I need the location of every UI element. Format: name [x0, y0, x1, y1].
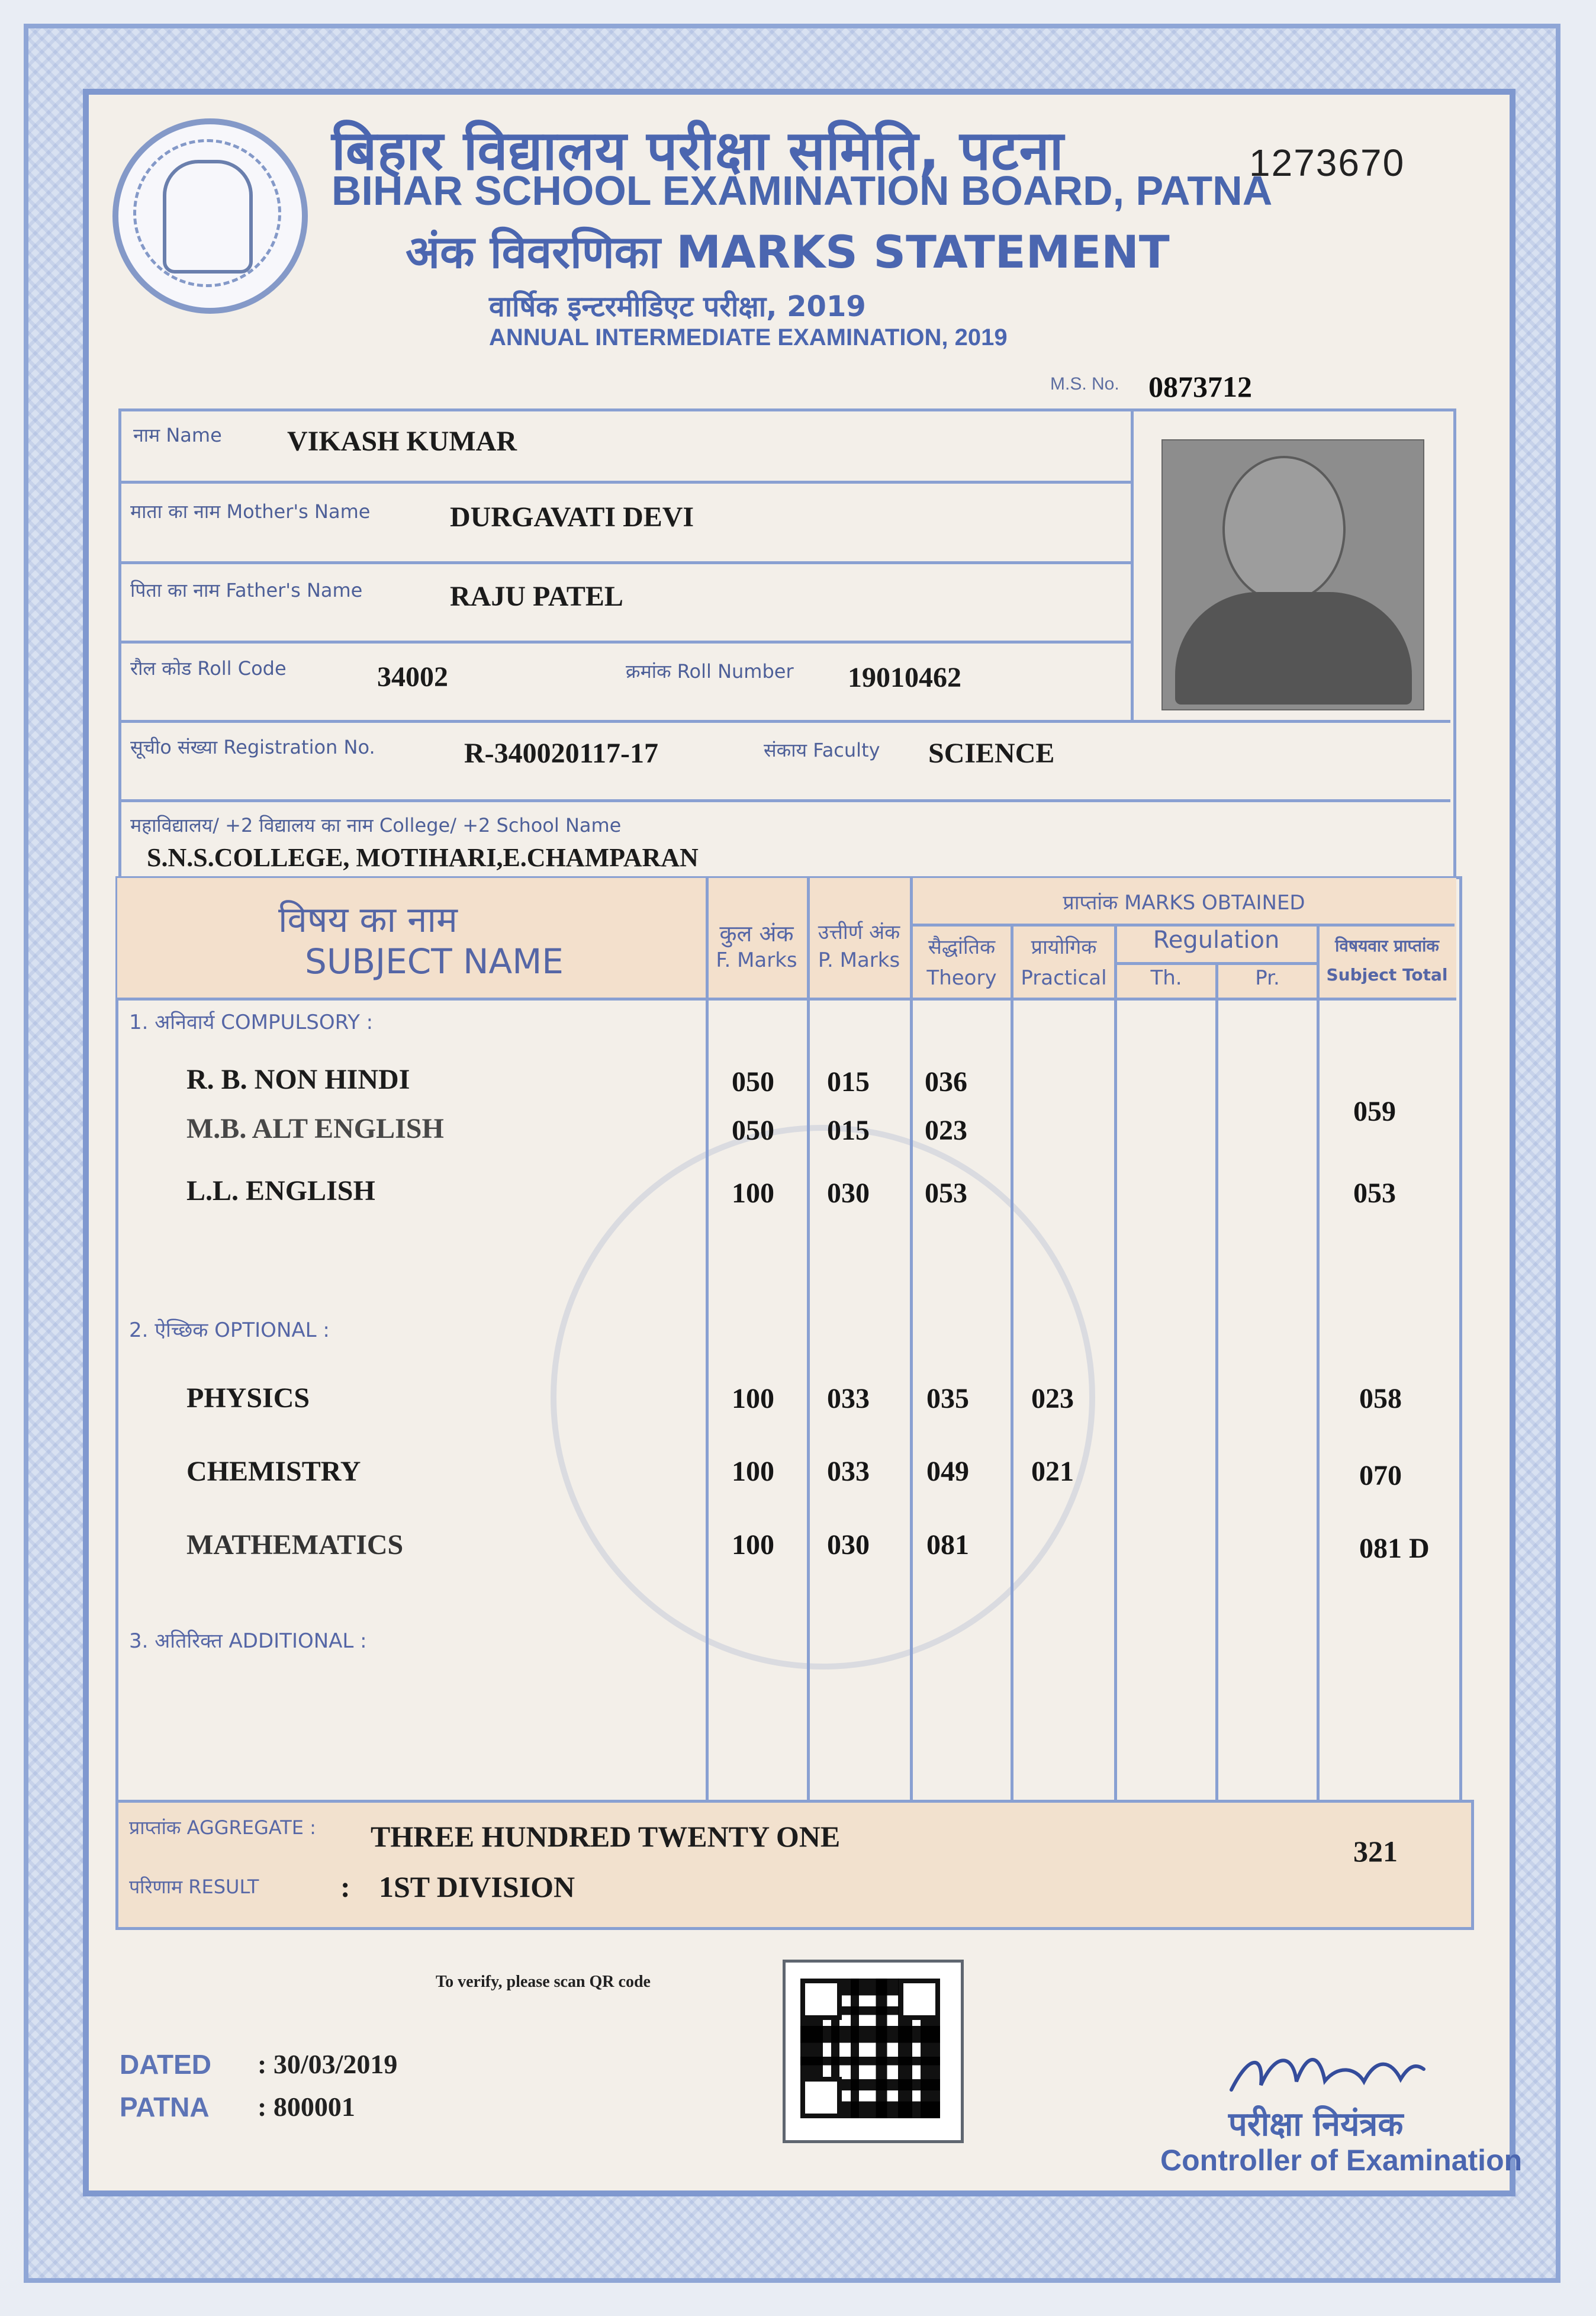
subject-name: MATHEMATICS [186, 1529, 404, 1561]
regulation-theory-header: Th. [1150, 966, 1182, 990]
qr-finder-icon [800, 1979, 842, 2020]
pass-marks: 033 [827, 1456, 870, 1487]
optional-section-label: 2. ऐच्छिक OPTIONAL : [129, 1318, 330, 1342]
full-marks: 100 [732, 1178, 774, 1209]
subject-header-hindi: विषय का नाम [278, 899, 458, 941]
roll-code-label: रौल कोड Roll Code [130, 657, 287, 680]
info-row-divider [118, 799, 1450, 802]
regulation-divider [1114, 962, 1317, 965]
additional-section-label: 3. अतिरिक्त ADDITIONAL : [129, 1629, 367, 1653]
mother-name-label: माता का नाम Mother's Name [130, 500, 371, 523]
practical-marks: 023 [1031, 1383, 1074, 1414]
faculty-value: SCIENCE [928, 738, 1055, 769]
subject-total: 053 [1353, 1178, 1396, 1209]
pass-marks-hindi: उत्तीर्ण अंक [818, 921, 900, 944]
info-row-divider [118, 481, 1131, 484]
regulation-practical-header: Pr. [1255, 966, 1280, 990]
pass-marks: 033 [827, 1383, 870, 1414]
mother-name: DURGAVATI DEVI [450, 501, 694, 533]
faculty-label: संकाय Faculty [764, 739, 880, 761]
verification-text: To verify, please scan QR code [436, 1973, 651, 1991]
aggregate-total: 321 [1353, 1835, 1398, 1868]
subject-name: PHYSICS [186, 1382, 310, 1414]
controller-title-hindi: परीक्षा नियंत्रक [1228, 2105, 1404, 2144]
roll-number-label: क्रमांक Roll Number [626, 660, 794, 683]
result-label: परिणाम RESULT [129, 1876, 259, 1898]
full-marks: 100 [732, 1529, 774, 1561]
marks-statement-title: अंक विवरणिका MARKS STATEMENT [406, 226, 1170, 278]
name-label: नाम Name [133, 424, 222, 446]
theory-marks: 049 [926, 1456, 969, 1487]
serial-number: 1273670 [1249, 141, 1405, 184]
registration-label: सूचीo संख्या Registration No. [130, 736, 375, 758]
student-name: VIKASH KUMAR [287, 426, 517, 457]
seal-figure-icon [163, 160, 253, 274]
theory-header-hindi: सैद्धांतिक [928, 935, 996, 959]
subject-name: M.B. ALT ENGLISH [186, 1113, 444, 1144]
theory-marks: 036 [925, 1066, 967, 1098]
ms-number-label: M.S. No. [1050, 374, 1119, 394]
controller-title-english: Controller of Examination [1160, 2144, 1523, 2177]
pass-marks: 015 [827, 1115, 870, 1146]
practical-header-hindi: प्रायोगिक [1031, 935, 1097, 959]
full-marks: 100 [732, 1383, 774, 1414]
result-value: 1ST DIVISION [379, 1870, 575, 1903]
full-marks: 050 [732, 1115, 774, 1146]
marks-obtained-header: प्राप्तांक MARKS OBTAINED [1063, 891, 1305, 915]
info-row-divider [118, 720, 1450, 723]
exam-title-hindi: वार्षिक इन्टरमीडिएट परीक्षा, 2019 [489, 290, 866, 323]
column-divider [1215, 965, 1218, 1800]
pass-marks: 030 [827, 1178, 870, 1209]
exam-title-english: ANNUAL INTERMEDIATE EXAMINATION, 2019 [489, 324, 1008, 350]
theory-marks: 081 [926, 1529, 969, 1561]
info-row-divider [118, 561, 1131, 564]
column-divider [910, 876, 913, 1800]
college-label: महाविद्यालय/ +2 विद्यालय का नाम College/ +2 School Name [130, 814, 622, 837]
full-marks-english: F. Marks [716, 948, 797, 972]
controller-signature [1219, 2037, 1433, 2108]
subject-header-english: SUBJECT NAME [305, 941, 564, 982]
full-marks-hindi: कुल अंक [719, 921, 794, 947]
practical-marks: 021 [1031, 1456, 1074, 1487]
subject-name: R. B. NON HINDI [186, 1064, 410, 1095]
compulsory-section-label: 1. अनिवार्य COMPULSORY : [129, 1011, 374, 1034]
subject-total: 058 [1359, 1383, 1402, 1414]
patna-label: PATNA [120, 2092, 210, 2122]
regulation-header: Regulation [1153, 927, 1280, 954]
ms-number: 0873712 [1148, 370, 1252, 403]
subject-name: L.L. ENGLISH [186, 1175, 375, 1207]
student-shirt [1175, 592, 1412, 705]
registration-number: R-340020117-17 [464, 738, 658, 769]
roll-number: 19010462 [848, 662, 961, 693]
subject-total: 081 D [1359, 1533, 1430, 1564]
pass-marks-english: P. Marks [818, 948, 900, 972]
board-title-hindi: बिहार विद्यालय परीक्षा समिति, पटना [332, 119, 1064, 182]
theory-marks: 035 [926, 1383, 969, 1414]
info-row-divider [118, 641, 1131, 644]
roll-code: 34002 [377, 661, 448, 693]
subject-total: 070 [1359, 1460, 1402, 1491]
board-title-english: BIHAR SCHOOL EXAMINATION BOARD, PATNA [332, 168, 1273, 214]
college-name: S.N.S.COLLEGE, MOTIHARI,E.CHAMPARAN [147, 843, 699, 872]
pass-marks: 030 [827, 1529, 870, 1561]
full-marks: 050 [732, 1066, 774, 1098]
subject-total-header-english: Subject Total [1326, 965, 1448, 985]
subject-name: CHEMISTRY [186, 1456, 361, 1487]
column-divider [1317, 924, 1320, 1800]
column-divider [1011, 924, 1013, 1800]
result-separator: : [340, 1870, 350, 1903]
qr-finder-icon [899, 1979, 940, 2020]
dated-label: DATED [120, 2049, 212, 2080]
theory-marks: 053 [925, 1178, 967, 1209]
theory-header-english: Theory [926, 966, 997, 990]
qr-finder-icon [800, 2077, 842, 2118]
aggregate-label: प्राप्तांक AGGREGATE : [129, 1816, 316, 1839]
subject-total-header-hindi: विषयवार प्राप्तांक [1335, 936, 1439, 956]
aggregate-words: THREE HUNDRED TWENTY ONE [371, 1820, 841, 1853]
patna-pin: : 800001 [258, 2092, 355, 2122]
practical-header-english: Practical [1021, 966, 1107, 990]
father-name-label: पिता का नाम Father's Name [130, 579, 363, 601]
column-divider [1114, 924, 1117, 1800]
header-bottom-line [117, 998, 1456, 1001]
subject-total: 059 [1353, 1096, 1396, 1127]
column-divider [706, 876, 709, 1800]
theory-marks: 023 [925, 1115, 967, 1146]
pass-marks: 015 [827, 1066, 870, 1098]
column-divider [807, 876, 810, 1800]
full-marks: 100 [732, 1456, 774, 1487]
dated-value: : 30/03/2019 [258, 2049, 398, 2079]
student-face [1222, 456, 1346, 603]
father-name: RAJU PATEL [450, 581, 623, 612]
